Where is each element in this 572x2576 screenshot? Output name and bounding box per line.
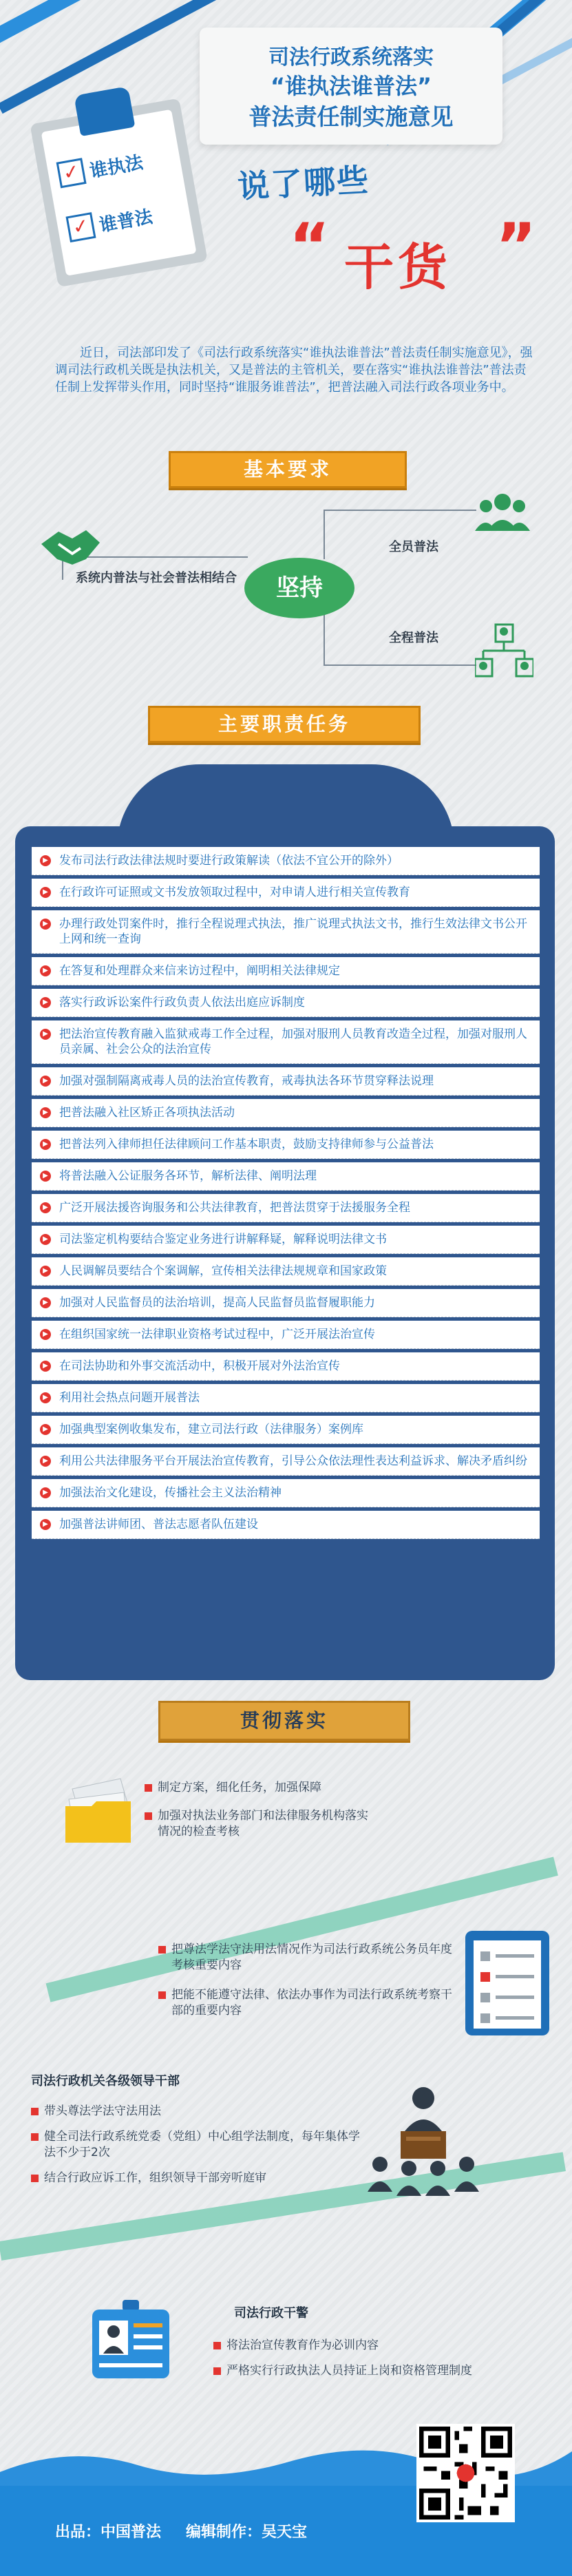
task-item [32,989,540,1017]
podium-speaker-icon [365,2083,482,2203]
req-left-label: 系统内普法与社会普法相结合 [76,571,237,585]
clipboard-item-2: ✓ 谁普法 [65,196,185,243]
bullet-arrow-icon: ▶ [40,1234,51,1245]
bullet-item: 结合行政应诉工作，组织领导干部旁听庭审 [31,2170,361,2186]
handshake-icon [38,523,103,574]
title-line-3: 普法责任制实施意见 [248,103,454,130]
task-item [32,1352,540,1381]
task-text: 利用社会热点问题开展普法 [59,1391,200,1405]
task-text: 落实行政诉讼案件行政负责人依法出庭应诉制度 [59,996,305,1009]
task-item [32,1020,540,1064]
task-item [32,1384,540,1412]
title-line-1: 司法行政系统落实 [268,45,434,70]
task-item [32,1511,540,1539]
bullet-arrow-icon: ▶ [40,1139,51,1150]
bullet-arrow-icon: ▶ [40,919,51,930]
task-item [32,1289,540,1317]
task-text: 把普法列入律师担任法律顾问工作基本职责，鼓励支持律师参与公益普法 [59,1138,434,1151]
task-text: 在行政许可证照或文书发放领取过程中，对申请人进行相关宣传教育 [59,886,410,899]
group-people-icon [475,492,530,536]
bullet-arrow-icon: ▶ [40,1171,51,1182]
task-text: 在司法协助和外事交流活动中，积极开展对外法治宣传 [59,1359,340,1373]
implement-group-1 [145,1780,379,1840]
group-4-title: 司法行政干警 [234,2306,308,2321]
bullet-arrow-icon: ▶ [40,1029,51,1040]
task-text: 加强普法讲师团、普法志愿者队伍建设 [59,1518,258,1531]
group-3-title: 司法行政机关各级领导干部 [31,2074,180,2088]
task-list [32,847,540,1542]
task-text: 发布司法行政法律法规时要进行政策解读（依法不宜公开的除外） [59,854,399,868]
section-basic-banner: 基本要求 [169,451,407,488]
connector-line [158,556,248,558]
bullet-item: 将法治宣传教育作为必训内容 [213,2338,558,2354]
section-tasks-banner: 主要职责任务 [148,706,421,743]
id-badge-icon [89,2300,172,2385]
task-item [32,879,540,907]
bullet-arrow-icon: ▶ [40,1076,51,1087]
task-item [32,1194,540,1222]
footer-source: 出品：中国普法 [55,2524,162,2541]
task-item [32,1067,540,1096]
task-item [32,1099,540,1127]
bullet-item: 加强对执法业务部门和法律服务机构落实情况的检查考核 [145,1808,379,1840]
subtitle-shuo: 说了哪些 [236,161,371,205]
task-text: 加强典型案例收集发布，建立司法行政（法律服务）案例库 [59,1423,363,1436]
footer-editor: 编辑制作：吴天宝 [186,2524,308,2541]
task-text: 司法鉴定机构要结合鉴定业务进行讲解释疑，解释说明法律文书 [59,1233,387,1246]
task-item [32,957,540,985]
bullet-arrow-icon: ▶ [40,855,51,866]
bullet-arrow-icon: ▶ [40,1424,51,1435]
center-badge: 坚持 [244,558,354,618]
task-item [32,1162,540,1191]
task-item [32,1257,540,1286]
clipboard-icon [26,78,208,287]
bullet-item: 健全司法行政系统党委（党组）中心组学法制度，每年集体学法不少于2次 [31,2129,361,2161]
bullet-arrow-icon: ▶ [40,1456,51,1467]
clipboard-item-1: ✓ 谁执法 [56,141,176,189]
title-line-2: “谁执法谁普法” [270,73,432,99]
checklist-icon [463,1928,552,2041]
task-text: 将普法融入公证服务各环节，解析法律、阐明法理 [59,1169,317,1183]
bullet-arrow-icon: ▶ [40,1392,51,1403]
quote-open: “ [289,210,330,282]
task-text: 在组织国家统一法律职业资格考试过程中，广泛开展法治宣传 [59,1328,375,1341]
task-item [32,847,540,875]
bullet-arrow-icon: ▶ [40,997,51,1008]
bullet-arrow-icon: ▶ [40,1202,51,1213]
quote-close: ” [496,210,537,282]
task-item [32,1416,540,1444]
req-right-top-label: 全员普法 [389,540,438,554]
bullet-arrow-icon: ▶ [40,1329,51,1340]
qr-code-icon[interactable] [416,2424,515,2522]
intro-paragraph: 近日，司法部印发了《司法行政系统落实“谁执法谁普法”普法责任制实施意见》，强调司法行政机关既是执法机关，又是普法的主管机关，要在落实“谁执法谁普法”普法责任制上发挥带头作用，同时坚持“谁服务谁普法”，把普法融入司法行政各项业务中。 [55,346,533,395]
tasks-panel [15,826,555,1680]
task-item [32,910,540,954]
task-text: 人民调解员要结合个案调解，宣传相关法律法规规章和国家政策 [59,1264,387,1278]
bullet-arrow-icon: ▶ [40,1519,51,1530]
bullet-arrow-icon: ▶ [40,887,51,898]
bullet-arrow-icon: ▶ [40,1487,51,1498]
task-text: 加强对强制隔离戒毒人员的法治宣传教育，戒毒执法各环节贯穿释法说理 [59,1074,434,1088]
task-text: 在答复和处理群众来信来访过程中，阐明相关法律规定 [59,964,340,978]
bullet-item: 把尊法学法守法用法情况作为司法行政系统公务员年度考核重要内容 [158,1942,454,1973]
implement-group-3 [31,2104,361,2186]
bullet-arrow-icon: ▶ [40,1266,51,1277]
bullet-arrow-icon: ▶ [40,1297,51,1308]
task-text: 加强对人民监督员的法治培训，提高人民监督员监督履职能力 [59,1296,375,1310]
task-item [32,1447,540,1476]
task-text: 把普法融入社区矫正各项执法活动 [59,1106,235,1120]
task-text: 把法治宣传教育融入监狱戒毒工作全过程，加强对服刑人员教育改造全过程，加强对服刑人员亲属、社会公众的法治宣传 [59,1027,527,1056]
implement-group-2 [158,1942,454,2019]
check-icon: ✓ [56,158,87,188]
req-right-bottom-label: 全程普法 [389,631,438,645]
bullet-item: 严格实行行政执法人员持证上岗和资格管理制度 [213,2363,558,2379]
title-card [200,28,502,145]
check-icon: ✓ [65,212,96,242]
bullet-arrow-icon: ▶ [40,1107,51,1118]
folder-icon [65,1775,131,1837]
task-text: 加强法治文化建设，传播社会主义法治精神 [59,1486,282,1500]
bullet-arrow-icon: ▶ [40,1361,51,1372]
task-item [32,1321,540,1349]
org-chart-icon [475,623,533,684]
bullet-item: 制定方案，细化任务，加强保障 [145,1780,379,1796]
task-item [32,1226,540,1254]
task-text: 利用公共法律服务平台开展法治宣传教育，引导公众依法理性表达利益诉求、解决矛盾纠纷 [59,1454,527,1468]
section-implement-banner: 贯彻落实 [158,1701,410,1741]
subtitle-ganhuo: 干货 [344,238,452,296]
task-item [32,1131,540,1159]
bullet-item: 带头尊法学法守法用法 [31,2104,361,2119]
bullet-arrow-icon: ▶ [40,965,51,976]
task-text: 广泛开展法援咨询服务和公共法律教育，把普法贯穿于法援服务全程 [59,1201,410,1215]
task-item [32,1479,540,1507]
implement-group-4 [213,2338,558,2379]
task-text: 办理行政处罚案件时，推行全程说理式执法，推广说理式执法文书，推行生效法律文书公开上网和统一查询 [59,917,527,946]
bullet-item: 把能不能遵守法律、依法办事作为司法行政系统考察干部的重要内容 [158,1987,454,2019]
